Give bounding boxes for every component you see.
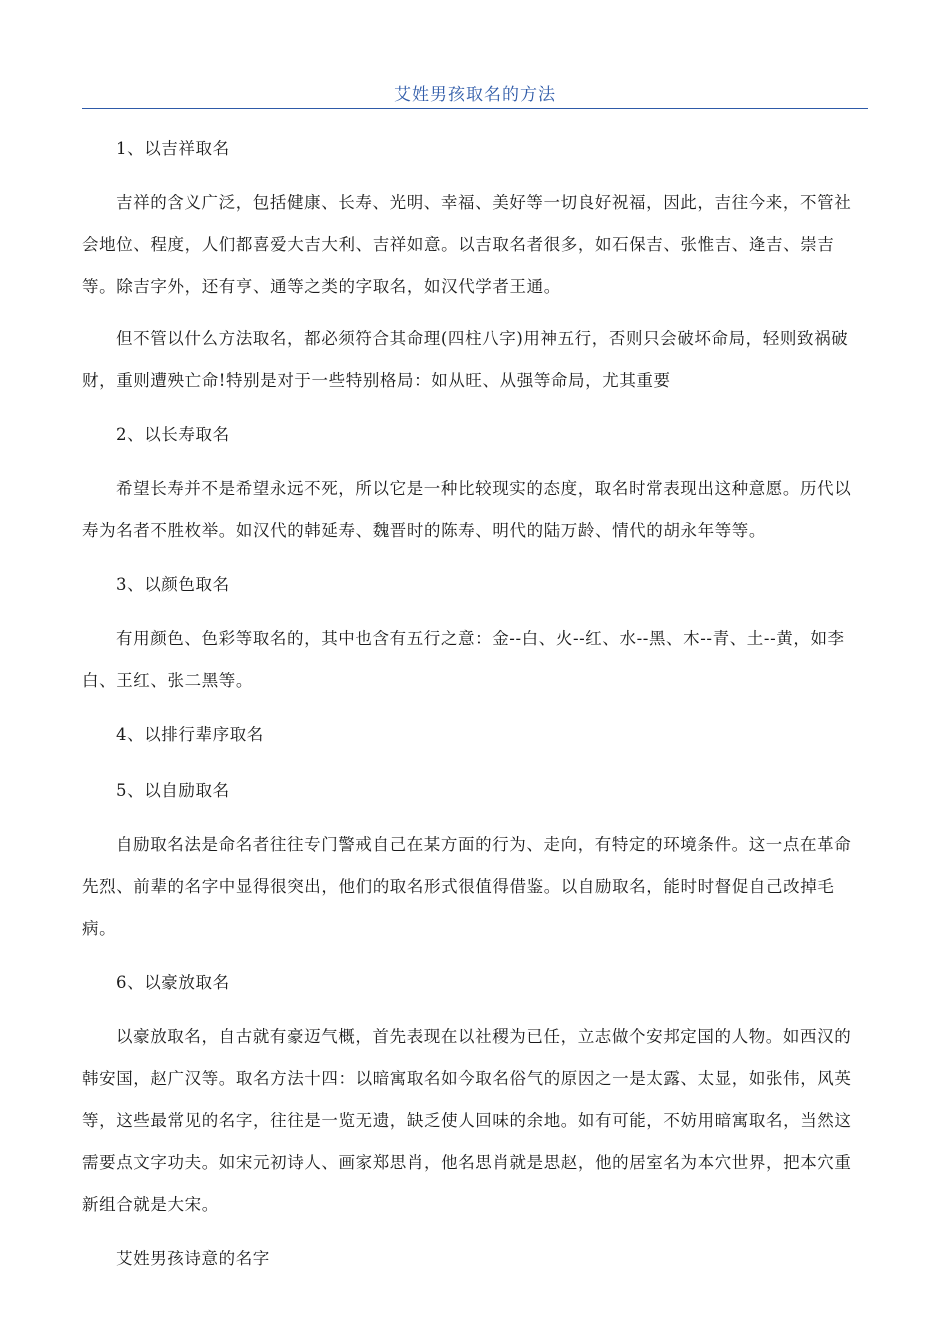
page-title: 艾姓男孩取名的方法 [394, 85, 556, 105]
paragraph: 吉祥的含义广泛，包括健康、长寿、光明、幸福、美好等一切良好祝福，因此，吉往今来，不管社会地位、程度，人们都喜爱大吉大利、吉祥如意。以吉取名者很多，如石保吉、张惟吉、逄吉、崇吉等。除吉字外，还有亨、通等之类的字取名，如汉代学者王通。 [82, 193, 852, 296]
section-heading: 5、以自励取名 [116, 781, 230, 800]
paragraph: 以豪放取名，自古就有豪迈气概，首先表现在以社稷为已任，立志做个安邦定国的人物。如西汉的韩安国，赵广汉等。取名方法十四：以暗寓取名如今取名俗气的原因之一是太露、太显，如张伟，风英等，这些最常见的名字，往往是一览无遗，缺乏使人回味的余地。如有可能，不妨用暗寓取名，当然这需要点文字功夫。如宋元初诗人、画家郑思肖，他名思肖就是思赵，他的居室名为本穴世界，把本穴重新组合就是大宋。 [82, 1027, 852, 1214]
document-body [82, 124, 868, 1290]
paragraph: 有用颜色、色彩等取名的，其中也含有五行之意：金--白、火--红、水--黑、木--青、土--黄，如李白、王红、张二黑等。 [82, 629, 845, 690]
section-heading: 4、以排行辈序取名 [116, 725, 264, 744]
paragraph: 希望长寿并不是希望永远不死，所以它是一种比较现实的态度，取名时常表现出这种意愿。历代以寿为名者不胜枚举。如汉代的韩延寿、魏晋时的陈寿、明代的陆万龄、情代的胡永年等等。 [82, 479, 852, 540]
title-underline [82, 108, 868, 109]
section-heading: 2、以长寿取名 [116, 425, 230, 444]
section-heading: 1、以吉祥取名 [116, 139, 230, 158]
section-heading: 艾姓男孩诗意的名字 [116, 1249, 270, 1268]
section-heading: 3、以颜色取名 [116, 575, 230, 594]
section-heading: 6、以豪放取名 [116, 973, 230, 992]
paragraph: 自励取名法是命名者往往专门警戒自己在某方面的行为、走向，有特定的环境条件。这一点在革命先烈、前辈的名字中显得很突出，他们的取名形式很值得借鉴。以自励取名，能时时督促自己改掉毛病。 [82, 835, 852, 938]
paragraph: 但不管以什么方法取名，都必须符合其命理(四柱八字)用神五行，否则只会破坏命局，轻则致祸破财，重则遭殃亡命!特别是对于一些特别格局：如从旺、从强等命局，尤其重要 [82, 329, 849, 390]
